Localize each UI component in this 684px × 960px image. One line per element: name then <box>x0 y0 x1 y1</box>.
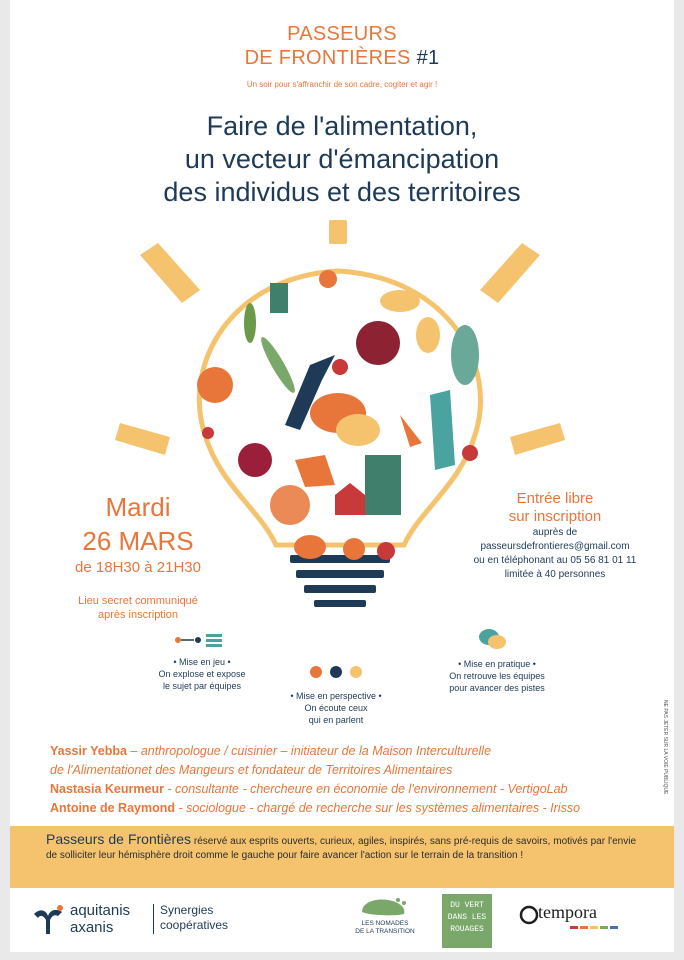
synergies-line2: coopératives <box>160 918 229 932</box>
speaker-role: - consultante - chercheure en économie de l'environnement - VertigoLab <box>163 782 568 796</box>
step-line2: pour avancer des pistes <box>449 683 545 693</box>
speaker-role: - sociologue - chargé de recherche sur les systèmes alimentaires - Irisso <box>175 801 581 815</box>
du-vert-logo <box>442 894 492 948</box>
speech-bubbles-icon <box>478 628 508 652</box>
apple-icon <box>319 270 337 288</box>
aquitanis-logo-icon <box>30 902 66 938</box>
step-line2: le sujet par équipes <box>162 681 242 691</box>
step-line2: qui en parlent <box>308 715 364 725</box>
event-title-words: DE FRONTIÈRES <box>244 47 411 69</box>
peapod-icon <box>244 303 256 343</box>
step-mise-en-jeu <box>132 656 272 692</box>
vert-line2: DANS LES <box>447 913 487 922</box>
aquitanis-name <box>70 902 130 936</box>
band-lead: Passeurs de Frontières <box>46 831 191 847</box>
event-day: Mardi <box>105 492 171 522</box>
pomegranate-icon <box>356 321 400 365</box>
tomato-icon <box>343 538 365 560</box>
event-number: #1 <box>416 47 440 69</box>
step-title: • Mise en pratique • <box>458 659 536 669</box>
ray-top <box>329 220 347 244</box>
entry-title-line2: sur inscription <box>508 508 602 525</box>
step-line1: On écoute ceux <box>304 703 368 713</box>
bulb-base <box>290 555 390 607</box>
headline-line1: Faire de l'alimentation, <box>206 111 478 141</box>
speech-bubble-yellow-icon <box>336 414 380 446</box>
aquitanis-text: aquitanis <box>70 902 131 919</box>
entry-block <box>460 490 650 582</box>
speaker-name: Nastasia Keurmeur <box>50 782 164 796</box>
game-flow-icon <box>172 630 232 650</box>
entry-title-line1: Entrée libre <box>516 490 594 507</box>
tall-building-icon <box>365 455 401 515</box>
headline-line3: des individus et des territoires <box>163 177 521 207</box>
speaker-role: – anthropologue / cuisinier – initiateur de la Maison Interculturelle <box>126 744 492 758</box>
event-date: 26 MARS <box>82 526 194 556</box>
pear-icon <box>416 317 440 353</box>
footprint-logo-icon <box>358 894 410 918</box>
bubbles-bottom-icon <box>294 535 326 559</box>
band-body: réservé aux esprits ouverts, curieux, agiles, inspirés, sans pré-requis de savoirs, motivés par l'envie de solliciter leur hémisphère droit comme le gauche pour faire avancer l'action sur le terrain de la transition ! <box>46 836 636 861</box>
tempora-color-bar <box>570 926 620 930</box>
event-title-line1: PASSEURS <box>287 23 397 45</box>
speaker-row <box>50 799 650 818</box>
speaker-name: Yassir Yebba <box>50 744 127 758</box>
event-time: de 18H30 à 21H30 <box>75 559 201 576</box>
person-left-icon <box>197 367 233 403</box>
headline-line2: un vecteur d'émancipation <box>184 144 500 174</box>
synergies-label <box>160 903 228 933</box>
step-mise-en-perspective <box>266 690 406 726</box>
speakers-list <box>50 742 650 818</box>
ray-left <box>115 423 170 455</box>
beet-icon <box>238 443 272 477</box>
event-title-line2 <box>10 46 674 70</box>
headline <box>10 110 674 209</box>
tomato-small-icon <box>202 427 214 439</box>
axanis-text: axanis <box>70 919 114 936</box>
strawberry-top-icon <box>332 359 348 375</box>
step-title: • Mise en jeu • <box>173 657 231 667</box>
band-text <box>46 832 636 863</box>
date-block <box>48 490 228 578</box>
lemon-icon <box>380 290 420 312</box>
synergies-line1: Synergies <box>160 903 214 917</box>
lightbulbs-icon <box>306 664 366 684</box>
event-tagline: Un soir pour s'affranchir de son cadre, cogiter et agir ! <box>246 80 438 89</box>
sponsors-footer <box>10 888 674 952</box>
eggplant-icon <box>451 325 479 385</box>
venue-line1: Lieu secret communiqué <box>78 595 198 607</box>
step-title: • Mise en perspective • <box>290 691 382 701</box>
ray-top-left <box>140 243 200 303</box>
vert-line1: DU VERT <box>450 901 484 910</box>
speaker-row-continued <box>50 761 650 780</box>
step-line1: On retrouve les équipes <box>449 671 545 681</box>
building-icon <box>270 283 288 313</box>
strawberry-icon <box>377 542 395 560</box>
nomades-line2: DE LA TRANSITION <box>355 928 415 935</box>
nomades-label <box>350 920 420 936</box>
step-mise-en-pratique <box>422 658 572 694</box>
tempora-name: tempora <box>538 902 597 922</box>
speaker-row <box>50 742 650 761</box>
ray-top-right <box>480 243 540 303</box>
ray-right <box>510 423 565 455</box>
radish-icon <box>462 445 478 461</box>
venue-line2: après inscription <box>97 609 179 621</box>
speaker-name: Antoine de Raymond <box>50 801 176 815</box>
entry-phone[interactable]: ou en téléphonant au 05 56 81 01 11 <box>473 555 637 566</box>
nomades-line1: LES NOMADES <box>361 920 409 927</box>
entry-limit: limitée à 40 personnes <box>504 569 606 580</box>
side-note: NE PAS JETER SUR LA VOIE PUBLIQUE <box>662 700 668 795</box>
sponsor-divider <box>153 904 154 934</box>
event-title <box>10 22 674 70</box>
plate-icon <box>270 485 310 525</box>
step-line1: On explose et expose <box>158 669 246 679</box>
poster <box>10 0 674 952</box>
tempora-logo-icon <box>518 904 540 926</box>
event-venue <box>48 594 228 622</box>
description-band <box>10 826 674 888</box>
vert-line3: ROUAGES <box>450 925 484 934</box>
speaker-role-continued: de l'Alimentationet des Mangeurs et fondateur de Territoires Alimentaires <box>50 763 453 777</box>
entry-email[interactable]: passeursdefrontieres@gmail.com <box>480 541 630 552</box>
entry-line1: auprès de <box>532 527 578 538</box>
speaker-row <box>50 780 650 799</box>
